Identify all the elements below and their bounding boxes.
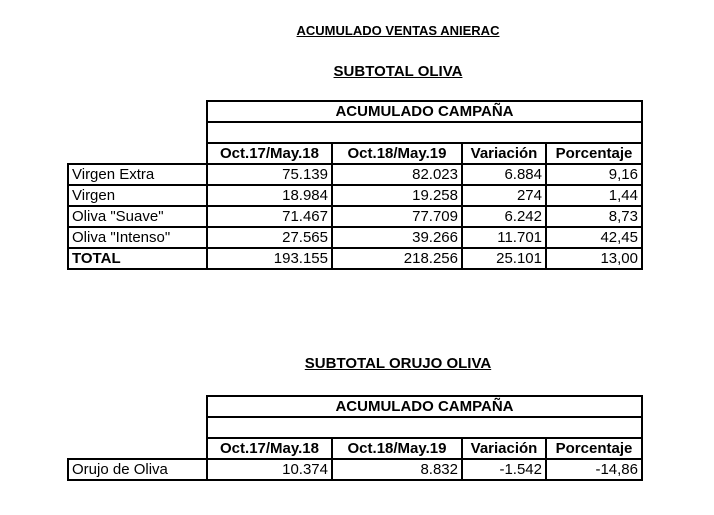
table-cell: 77.709 — [332, 206, 462, 227]
table-cell: 75.139 — [207, 164, 332, 185]
campaign-band-spacer — [207, 417, 642, 438]
column-header: Variación — [462, 143, 546, 164]
table-cell: 27.565 — [207, 227, 332, 248]
table-cell: 18.984 — [207, 185, 332, 206]
table-cell: 39.266 — [332, 227, 462, 248]
total-label: TOTAL — [68, 248, 207, 269]
column-header: Porcentaje — [546, 438, 642, 459]
table-cell: 8,73 — [546, 206, 642, 227]
row-label: Virgen — [68, 185, 207, 206]
column-header: Variación — [462, 438, 546, 459]
campaign-band-header: ACUMULADO CAMPAÑA — [207, 396, 642, 417]
table-cell: 82.023 — [332, 164, 462, 185]
empty-corner — [68, 143, 207, 164]
empty-corner — [68, 438, 207, 459]
table-cell: -14,86 — [546, 459, 642, 480]
table-cell: 193.155 — [207, 248, 332, 269]
document-title: ACUMULADO VENTAS ANIERAC — [296, 23, 500, 38]
empty-corner — [68, 396, 207, 417]
row-label: Virgen Extra — [68, 164, 207, 185]
table-cell: 10.374 — [207, 459, 332, 480]
table-cell: 6.884 — [462, 164, 546, 185]
table-cell: 13,00 — [546, 248, 642, 269]
table-row — [68, 227, 642, 248]
column-header: Oct.18/May.19 — [332, 143, 462, 164]
orujo-sales-table — [67, 395, 643, 481]
table-cell: 6.242 — [462, 206, 546, 227]
column-header: Porcentaje — [546, 143, 642, 164]
table-row — [68, 164, 642, 185]
column-header: Oct.17/May.18 — [207, 143, 332, 164]
table-row — [68, 185, 642, 206]
empty-corner — [68, 417, 207, 438]
campaign-band-spacer — [207, 122, 642, 143]
table-cell: 42,45 — [546, 227, 642, 248]
column-header: Oct.18/May.19 — [332, 438, 462, 459]
total-row — [68, 248, 642, 269]
empty-corner — [68, 101, 207, 122]
table-row — [68, 206, 642, 227]
table-cell: 274 — [462, 185, 546, 206]
column-header: Oct.17/May.18 — [207, 438, 332, 459]
table-cell: 8.832 — [332, 459, 462, 480]
subtotal-orujo-title: SUBTOTAL ORUJO OLIVA — [304, 355, 492, 372]
table-cell: 25.101 — [462, 248, 546, 269]
oliva-sales-table — [67, 100, 643, 270]
empty-corner — [68, 122, 207, 143]
table-cell: 71.467 — [207, 206, 332, 227]
row-label: Orujo de Oliva — [68, 459, 207, 480]
table-cell: 11.701 — [462, 227, 546, 248]
table-row — [68, 459, 642, 480]
table-cell: 1,44 — [546, 185, 642, 206]
row-label: Oliva "Intenso" — [68, 227, 207, 248]
table-cell: 19.258 — [332, 185, 462, 206]
subtotal-oliva-title: SUBTOTAL OLIVA — [333, 63, 463, 80]
table-cell: -1.542 — [462, 459, 546, 480]
campaign-band-header: ACUMULADO CAMPAÑA — [207, 101, 642, 122]
row-label: Oliva "Suave" — [68, 206, 207, 227]
table-cell: 9,16 — [546, 164, 642, 185]
table-cell: 218.256 — [332, 248, 462, 269]
